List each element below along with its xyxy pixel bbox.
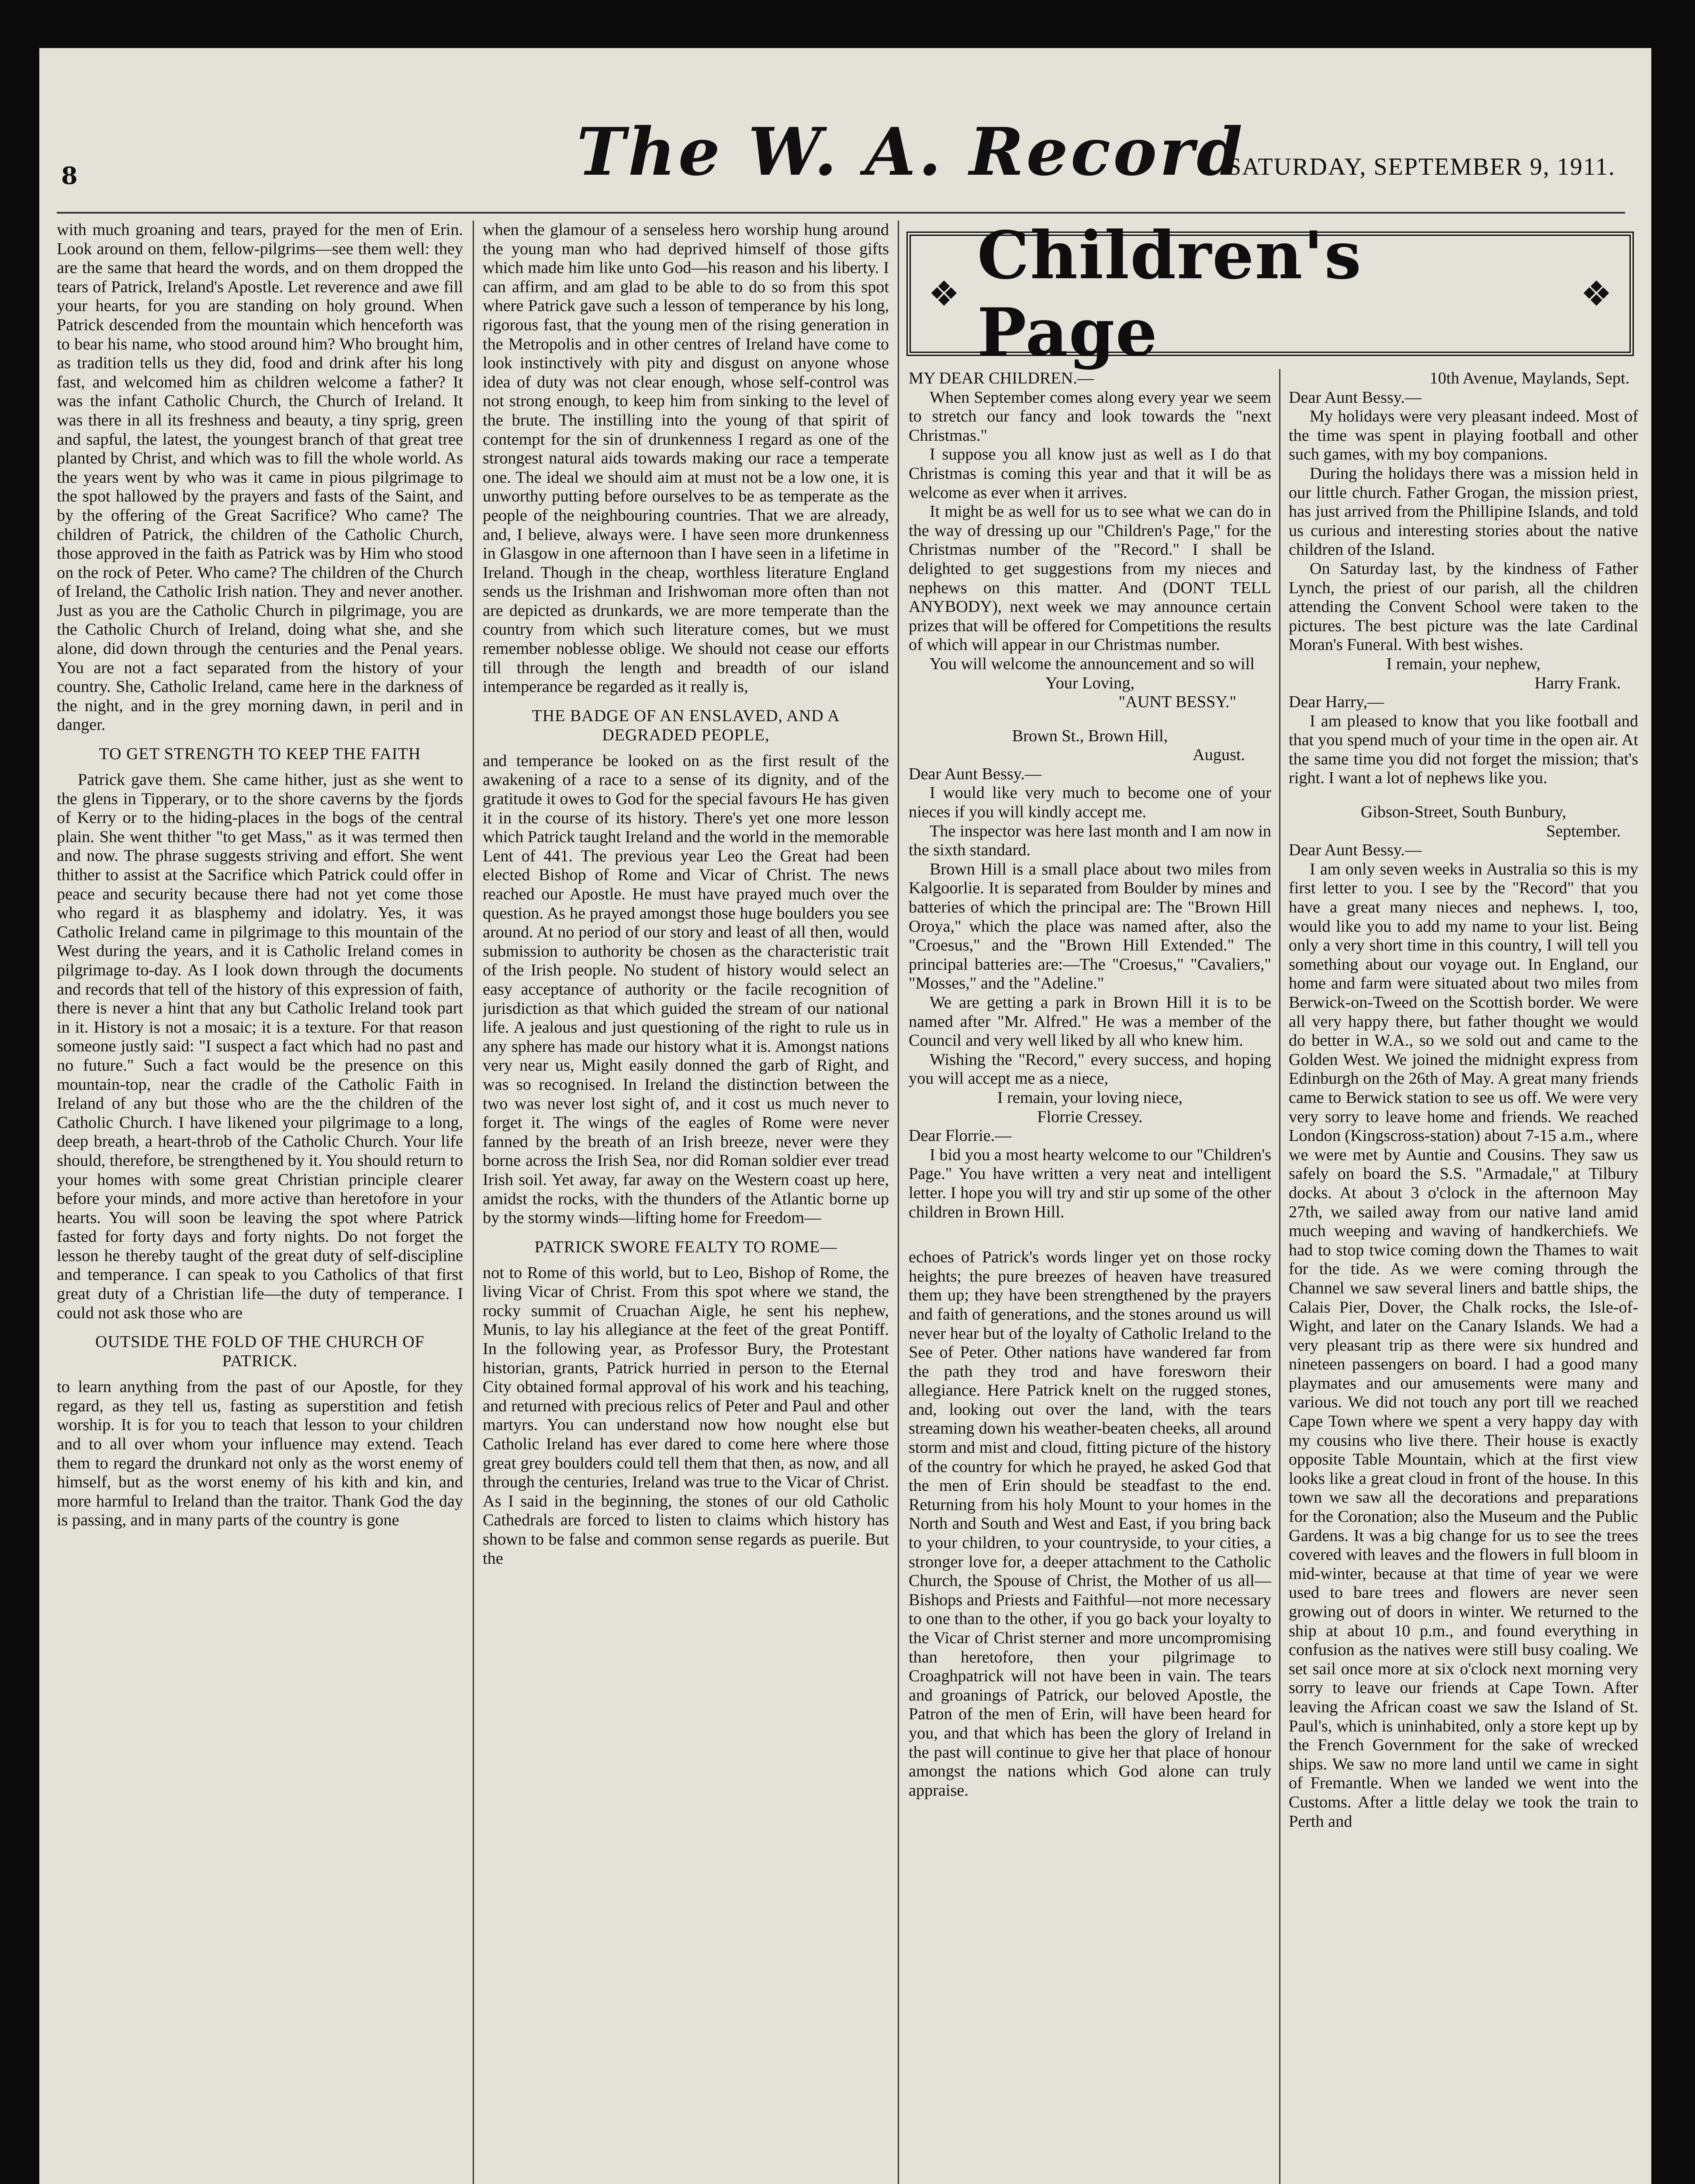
page-number: 8 (61, 162, 78, 190)
letter-date: September. (1546, 822, 1621, 840)
col2-subheading: PATRICK SWORE FEALTY TO ROME— (534, 1237, 837, 1256)
letter-paragraph: You will welcome the announcement and so will (930, 654, 1255, 673)
col1-subheading: OUTSIDE THE FOLD OF THE CHURCH OF PATRICK. (95, 1333, 425, 1371)
col1-subheading: TO GET STRENGTH TO KEEP THE FAITH (99, 745, 421, 764)
letter-paragraph: I suppose you all know just as well as I do that Christmas is coming this year and that it will be as welcome as ever when it arrives. (909, 445, 1271, 502)
letter-closing: I remain, your loving niece, (997, 1088, 1183, 1107)
header-rule (57, 212, 1625, 214)
ornament-icon: ❖ (928, 273, 960, 314)
letter-paragraph: Brown Hill is a small place about two miles from Kalgoorlie. It is separated from Boulder by mines and batteries of which the principal are: The "Brown Hill Oroya," which the place was named after, also the "Croesus," and the "Brown Hill Extended." The principal batteries are:—The "Croesus," "Cavaliers," "Mosses," and the "Adeline." (909, 860, 1271, 993)
letter-paragraph: The inspector was here last month and I am now in the sixth standard. (909, 822, 1271, 860)
letter-address: Brown St., Brown Hill, (1012, 726, 1168, 745)
letter-closing: Your Loving, (1045, 674, 1135, 692)
col2-paragraph: not to Rome of this world, but to Leo, Bishop of Rome, the living Vicar of Christ. From this spot where we stand, the rocky summit of Cruachan Aigle, he sent his nephew, Munis, to lay his allegiance at the feet of the great Pontiff. In the following year, as Professor Bury, the Protestant historian, grants, Patrick hurried in person to the Eternal City obtained formal approval of his work and his teaching, and returned with precious relics of Peter and Paul and other martyrs. You can understand now how nought else but Catholic Ireland has ever dared to come here where those great grey boulders could tell them that then, as now, and all through the centuries, Ireland was true to the Vicar of Christ. As I said in the beginning, the stones of our old Catholic Cathedrals are forced to listen to claims which history has shown to be false and common sense regards as puerile. But the (483, 1263, 889, 1568)
letter-paragraph: We are getting a park in Brown Hill it is to be named after "Mr. Alfred." He was a member of the Council and very well liked by all who knew him. (909, 993, 1271, 1050)
letter-salutation: Dear Florrie.— (909, 1127, 1012, 1145)
letter-paragraph: I bid you a most hearty welcome to our "Children's Page." You have written a very neat and intelligent letter. I hope you will try and stir up some of the other children in Brown Hill. (909, 1145, 1271, 1221)
article-continuation: echoes of Patrick's words linger yet on those rocky heights; the pure breezes of heaven have treasured them up; they have been strengthened by the prayers and faith of generations, and the stones around us will never hear but of the loyalty of Catholic Ireland to the See of Peter. Other nations have wandered far from the path they trod and have foresworn their allegiance. Here Patrick knelt on the rugged stones, and, looking out over the land, with the tears streaming down his weather-beaten cheeks, all around storm and mist and cloud, fitting picture of the history of the country for which he prayed, he asked God that the men of Erin should be steadfast to the end. Returning from his holy Mount to your homes in the North and South and West and East, if you bring back to your children, to your countryside, to your cities, a stronger love for, a deeper attachment to the Catholic Church, the Spouse of Christ, the Mother of us all—Bishops and Priests and Faithful—not more necessary to one than to the other, if you go back your loyalty to the Vicar of Christ sterner and more uncompromising than heretofore, then your pilgrimage to Croaghpatrick will not have been in vain. The tears and groanings of Patrick, our beloved Apostle, the Patron of the men of Erin, will have been heard for you, and that which has been the glory of Ireland in the past will continue to give her that place of honour amongst the nations which God alone can truly appraise. (909, 1248, 1271, 1800)
letter-paragraph: It might be as well for us to see what we can do in the way of dressing up our "Children's Page," for the Christmas number of the "Record." I shall be delighted to get suggestions from my nieces and nephews on this matter. And (DONT TELL ANYBODY), next week we may announce certain prizes that will be offered for Competitions the results of which will appear in our Christmas number. (909, 502, 1271, 654)
col1-paragraph: to learn anything from the past of our Apostle, for they regard, as they tell us, fasting as superstition and fetish worship. It is for you to teach that lesson to your children and to all over whom your influence may extend. Teach them to regard the drunkard not only as the worst enemy of himself, but as the worst enemy of his kith and kin, and more harmful to Ireland than the traitor. Thank God the day is passing, and in many parts of the country is gone (57, 1378, 463, 1530)
spacer (909, 1222, 1271, 1248)
letter-salutation: Dear Aunt Bessy.— (1289, 388, 1422, 407)
letter-salutation: Dear Aunt Bessy.— (1289, 841, 1422, 860)
banner-title: Children's Page (977, 217, 1362, 371)
ornament-icon: ❖ (1581, 273, 1612, 314)
letter-salutation: Dear Aunt Bessy.— (909, 764, 1042, 783)
col1-paragraph: with much groaning and tears, prayed for the men of Erin. Look around on them, fellow-pilgrims—see them well: they are the same that heard the words, and on them dropped the tears of Patrick, Ireland's Apostle. Let reverence and awe fill your hearts, for you are standing on holy ground. When Patrick descended from the mountain which henceforth was to bear his name, who stood around him? Who brought him, as tradition tells us they did, food and drink after his long fast, and welcomed him as children welcome a father? It was the infant Catholic Church, the Church of Ireland. It was there in all its freshness and beauty, a tiny sprig, green and sapful, the latest, the youngest branch of that great tree planted by Christ, and which was to fill the whole world. As the years went by who was it came in pious pilgrimage to the spot hallowed by the prayers and fasts of the Saint, and by the offering of the Great Sacrifice? Who came? The children of Patrick, the children of the Catholic Church, those approved in the faith as Patrick was by Him who stood on the rock of Peter. Who came? The children of the Church of Ireland, the Catholic Irish nation. They and never another. Just as you are the Catholic Church in pilgrimage, you are the Catholic Church of Ireland, doing what she, and she alone, did down through the centuries and the Penal years. You are not a fact separated from the history of your country. She, Catholic Ireland, came here in the darkness of the night, and in the grey morning dawn, in peril and in danger. (57, 221, 463, 734)
spacer (909, 712, 1271, 727)
column-3 (909, 369, 1271, 2184)
letter-paragraph: I am only seven weeks in Australia so this is my first letter to you. I see by the "Record" that you have a great many nieces and nephews. I, too, would like you to add my name to your list. Being only a very short time in this country, I will tell you something about our voyage out. In England, our home and farm were situated about two miles from Berwick-on-Tweed on the Scottish border. We were all very happy there, but father thought we would do better in W.A., so we sold out and came to the Golden West. We joined the midnight express from Edinburgh on the 26th of May. A great many friends came to Berwick station to see us off. We were very very sorry to leave home and friends. We reached London (Kingscross-station) about 7-15 a.m., where we were met by Auntie and Cousins. They saw us safely on board the S.S. "Armadale," at Tilbury docks. At about 3 o'clock in the afternoon May 27th, we sailed away from our native land amid much weeping and waving of handkerchiefs. We had to stop twice coming down the Thames to wait for the tide. As we were coming through the Channel we saw several liners and battle ships, the Calais Pier, Dover, the Chalk rocks, the Isle-of-Wight, and later on the Canary Islands. We had a very pleasant trip as there were six hundred and nineteen passengers on board. I had a good many playmates and our amusements were many and various. We did not touch any port till we reached Cape Town where we spent a very happy day with my cousins who live there. Their house is exactly opposite Table Mountain, which at the first view looks like a great cloud in front of the house. In this town we saw all the decorations and preparations for the Coronation; also the Museum and the Public Gardens. It was a big change for us to see the trees covered with leaves and the flowers in full bloom in mid-winter, because at that time of year we were used to bare trees and flowers are never seen growing out of doors in winter. We returned to the ship at about 10 p.m., and found everything in confusion as the natives were still busy coaling. We set sail once more at six o'clock next morning very sorry to leave our friends at Cape Town. After leaving the African coast we saw the Island of St. Paul's, which is uninhabited, only a store kept up by the French Government for the sake of wrecked ships. We saw no more land until we came in sight of Fremantle. When we landed we went into the Customs. After a little delay we took the train to Perth and (1289, 860, 1638, 1831)
letter-paragraph: During the holidays there was a mission held in our little church. Father Grogan, the mission priest, has just arrived from the Phillipine Islands, and told us curious and interesting stories about the native children of the Island. (1289, 464, 1638, 559)
col2-subheading: THE BADGE OF AN ENSLAVED, AND A DEGRADED PEOPLE, (532, 706, 840, 744)
letter-paragraph: On Saturday last, by the kindness of Father Lynch, the priest of our parish, all the children attending the Convent School were taken to the pictures. The best picture was the late Cardinal Moran's Funeral. With best wishes. (1289, 559, 1638, 654)
letter-address: Gibson-Street, South Bunbury, (1360, 803, 1567, 822)
letter-signature: Florrie Cressey. (1037, 1107, 1143, 1126)
letter-paragraph: I am pleased to know that you like football and that you spend much of your time in the open air. At the same time you did not forget the mission; that's right. I want a lot of nephews like you. (1289, 712, 1638, 788)
letter-closing: I remain, your nephew, (1386, 654, 1541, 673)
column-divider (473, 221, 474, 2184)
childrens-page-banner (906, 217, 1634, 371)
letter-address: 10th Avenue, Maylands, Sept. (1429, 369, 1629, 387)
letter-salutation: Dear Harry,— (1289, 693, 1384, 712)
letter-paragraph: My holidays were very pleasant indeed. Most of the time was spent in playing football and other such games, with my boy companions. (1289, 407, 1638, 464)
column-divider (1279, 369, 1280, 2184)
letter-paragraph: When September comes along every year we seem to stretch our fancy and look towards the "next Christmas." (909, 388, 1271, 445)
col1-paragraph: Patrick gave them. She came hither, just as she went to the glens in Tipperary, or to the shore caverns by the fjords of Kerry or to the hiding-places in the bogs of the central plain. She went thither "to get Mass," as it was termed then and now. The phrase suggests striving and effort. She went thither to assist at the Sacrifice which Patrick could offer in peace and security because there had not yet come those who regard it as blasphemy and idolatry. Yes, it was Catholic Ireland came in pilgrimage to this mountain of the West during the years, and it is Catholic Ireland comes in pilgrimage to-day. As I look down through the documents and records that tell of the history of this expression of faith, there is never a hint that any but Catholic Ireland took part in it. History is not a mosaic; it is a texture. For that reason someone justly said: "I suspect a fact which had no past and no future." Such a fact would be the presence on this mountain-top, near the cradle of the Catholic Faith in Ireland of any but those who are the the children of the Catholic Church. I have likened your pilgrimage to a long, deep breath, a heart-throb of the Catholic Church. Your life should, therefore, be strengthened by it. You should return to your homes with some great Christian principle clearer before your minds, and more active than heretofore in your hearts. You will soon be leaving the spot where Patrick fasted for forty days and forty nights. Do not forget the lesson he thereby taught of the great duty of self-discipline and temperance. I can speak to you Catholics of that first great duty of a Christian life—the duty of temperance. I could not ask those who are (57, 771, 463, 1322)
column-4 (1289, 369, 1638, 2184)
column-1 (57, 221, 463, 2184)
letter-signature: "AUNT BESSY." (1118, 693, 1236, 712)
col2-paragraph: when the glamour of a senseless hero worship hung around the young man who had deprived himself of those gifts which made him like unto God—his reason and his liberty. I can affirm, and am glad to be able to do so from this spot where Patrick gave such a lesson of temperance by his long, rigorous fast, that the young men of the rising generation in the Metropolis and in other centres of Ireland have come to look instinctively with pity and disgust on anyone whose idea of duty was not clear enough, whose self-control was not strong enough, to keep him from sinking to the level of the brute. The instilling into the young of that spirit of contempt for the sin of drunkenness I regard as one of the strongest natural aids towards making our race a temperate one. The ideal we should aim at must not be a low one, it is unworthy putting before ourselves to be as temperate as the people of the neighbouring countries. That we are already, and, I believe, always were. I have seen more drunkenness in Glasgow in one afternoon than I have seen in a lifetime in Ireland. Though in the cheap, worthless literature England sends us the Irishman and Irishwoman more often than not are depicted as drunkards, we are more temperate than the country from which such literature comes, but we must remember noblesse oblige. We should not cease our efforts till through the length and breadth of our island intemperance be regarded as it really is, (483, 221, 889, 696)
letter-paragraph: I would like very much to become one of your nieces if you will kindly accept me. (909, 784, 1271, 822)
masthead: The W. A. Record (577, 114, 1245, 190)
col2-paragraph: and temperance be looked on as the first result of the awakening of a race to a sense of its dignity, and of the gratitude it owes to God for the special favours He has given it in the course of its history. There's yet one more lesson which Patrick taught Ireland and the world in the memorable Lent of 441. The previous year Leo the Great had been elected Bishop of Rome and Vicar of Christ. The news reached our Apostle. He must have prayed much over the question. As he prayed amongst those huge boulders you see around. At no period of our story and least of all then, would submission to authority be chosen as the characteristic trait of the Irish people. No student of history would select an easy acceptance of authority or the facile recognition of jurisdiction as that which guided the stream of our national life. A jealous and just questioning of the right to rule us in any sphere has made our history what it is. Amongst nations very near us, Might easily donned the garb of Right, and was so recognised. In Ireland the distinction between the two was never lost sight of, and it cost us much never to forget it. The wings of the eagles of Rome were never fanned by the breath of an Irish breeze, never were they borne across the Irish Sea, nor did Roman soldier ever tread Irish soil. Yet away, far away on the Western coast up here, amidst the rocks, with the thunders of the Atlantic borne up by the stormy winds—lifting home for Freedom— (483, 751, 889, 1227)
letter-paragraph: Wishing the "Record," every success, and hoping you will accept me as a niece, (909, 1050, 1271, 1088)
letter-signature: Harry Frank. (1534, 674, 1621, 692)
column-2 (483, 221, 889, 2184)
spacer (1289, 788, 1638, 803)
column-divider (898, 221, 899, 2184)
letter-greeting: MY DEAR CHILDREN.— (909, 369, 1094, 387)
letter-date: August. (1193, 746, 1245, 764)
newspaper-page (39, 48, 1651, 2184)
dateline: SATURDAY, SEPTEMBER 9, 1911. (1228, 153, 1615, 180)
